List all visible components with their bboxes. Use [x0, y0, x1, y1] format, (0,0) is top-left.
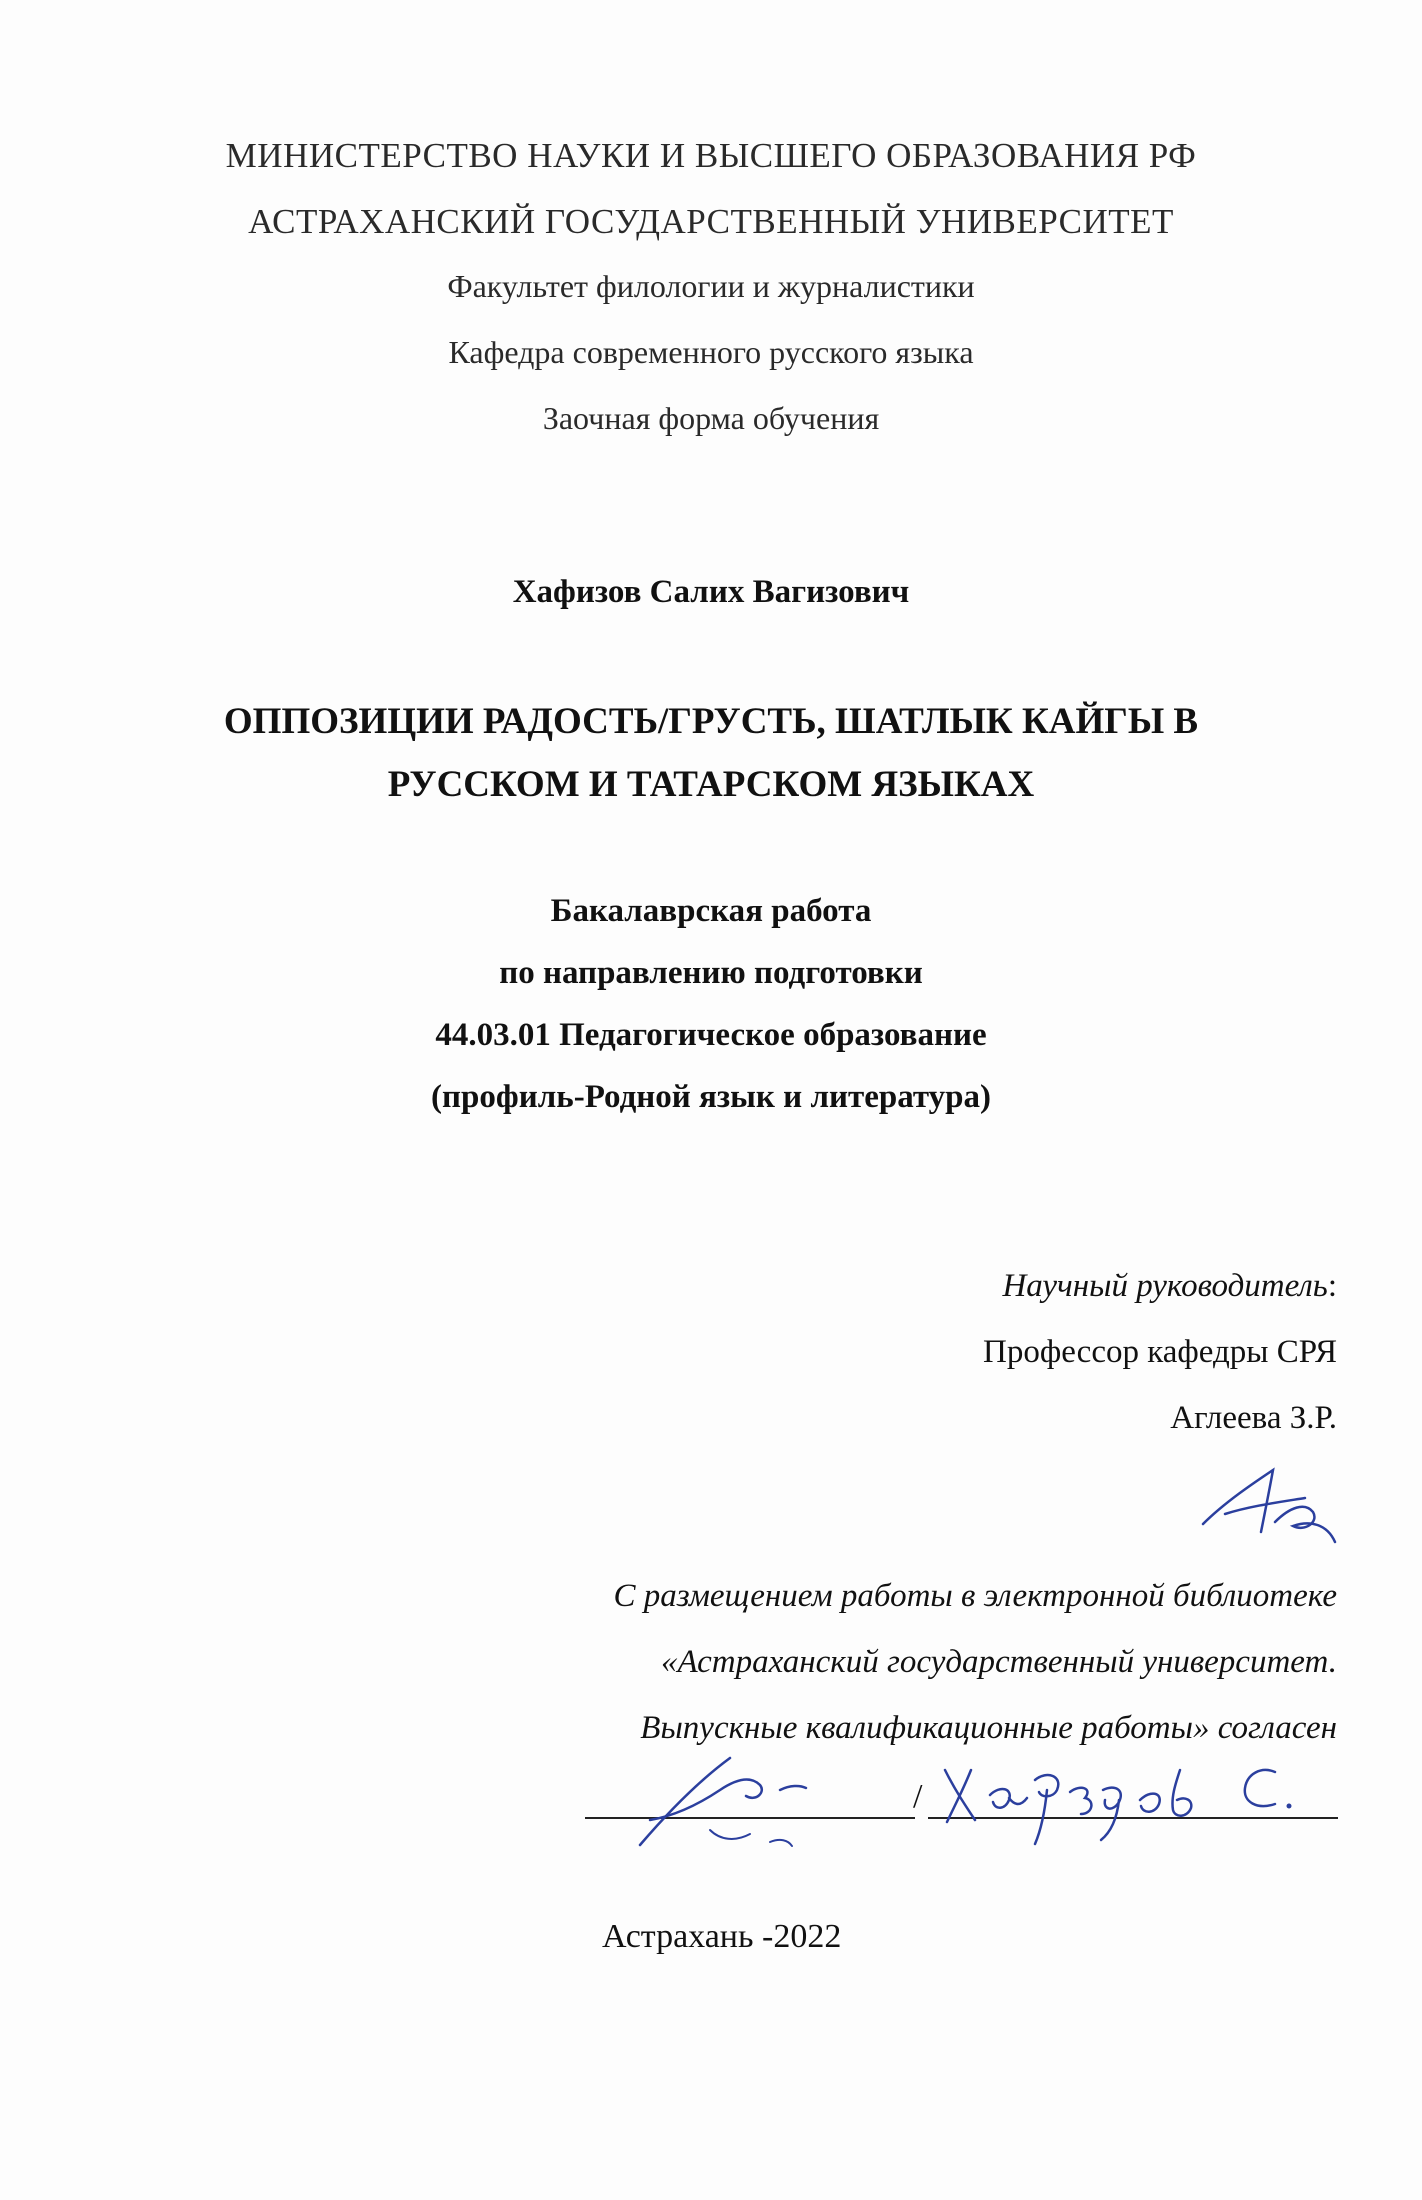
- supervisor-label-row: [1002, 1268, 1337, 1305]
- thesis-title-line-2: РУССКОМ И ТАТАРСКОМ ЯЗЫКАХ: [387, 764, 1035, 805]
- author-name: Хафизов Салих Вагизович: [512, 574, 910, 610]
- consent-line-1: С размещением работы в электронной библиотеке: [613, 1578, 1337, 1614]
- supervisor-label: Научный руководитель: [1002, 1268, 1328, 1304]
- consent-line-3: Выпускные квалификационные работы» согласен: [640, 1710, 1337, 1746]
- supervisor-name: Аглеева З.Р.: [1170, 1400, 1337, 1436]
- supervisor-signature: [1195, 1462, 1345, 1552]
- study-form-line: Заочная форма обучения: [542, 400, 880, 436]
- supervisor-colon: :: [1327, 1268, 1337, 1304]
- university-heading: АСТРАХАНСКИЙ ГОСУДАРСТВЕННЫЙ УНИВЕРСИТЕТ: [248, 202, 1174, 241]
- city-year: Астрахань -2022: [602, 1918, 842, 1955]
- work-type: Бакалаврская работа: [550, 893, 872, 929]
- handwritten-student-name: [935, 1740, 1315, 1850]
- faculty-line: Факультет филологии и журналистики: [447, 268, 975, 304]
- consent-line-2: «Астраханский государственный университет.: [660, 1644, 1337, 1680]
- student-signature: [610, 1730, 910, 1860]
- department-line: Кафедра современного русского языка: [448, 334, 974, 370]
- signature-separator: /: [913, 1778, 923, 1815]
- direction-code: 44.03.01 Педагогическое образование: [435, 1017, 987, 1053]
- thesis-title-line-1: ОППОЗИЦИИ РАДОСТЬ/ГРУСТЬ, ШАТЛЫК КАЙГЫ В: [223, 701, 1199, 742]
- direction-label: по направлению подготовки: [499, 955, 923, 991]
- profile-line: (профиль-Родной язык и литература): [431, 1079, 991, 1115]
- ministry-heading: МИНИСТЕРСТВО НАУКИ И ВЫСШЕГО ОБРАЗОВАНИЯ РФ: [225, 136, 1197, 175]
- supervisor-position: Профессор кафедры СРЯ: [982, 1334, 1337, 1370]
